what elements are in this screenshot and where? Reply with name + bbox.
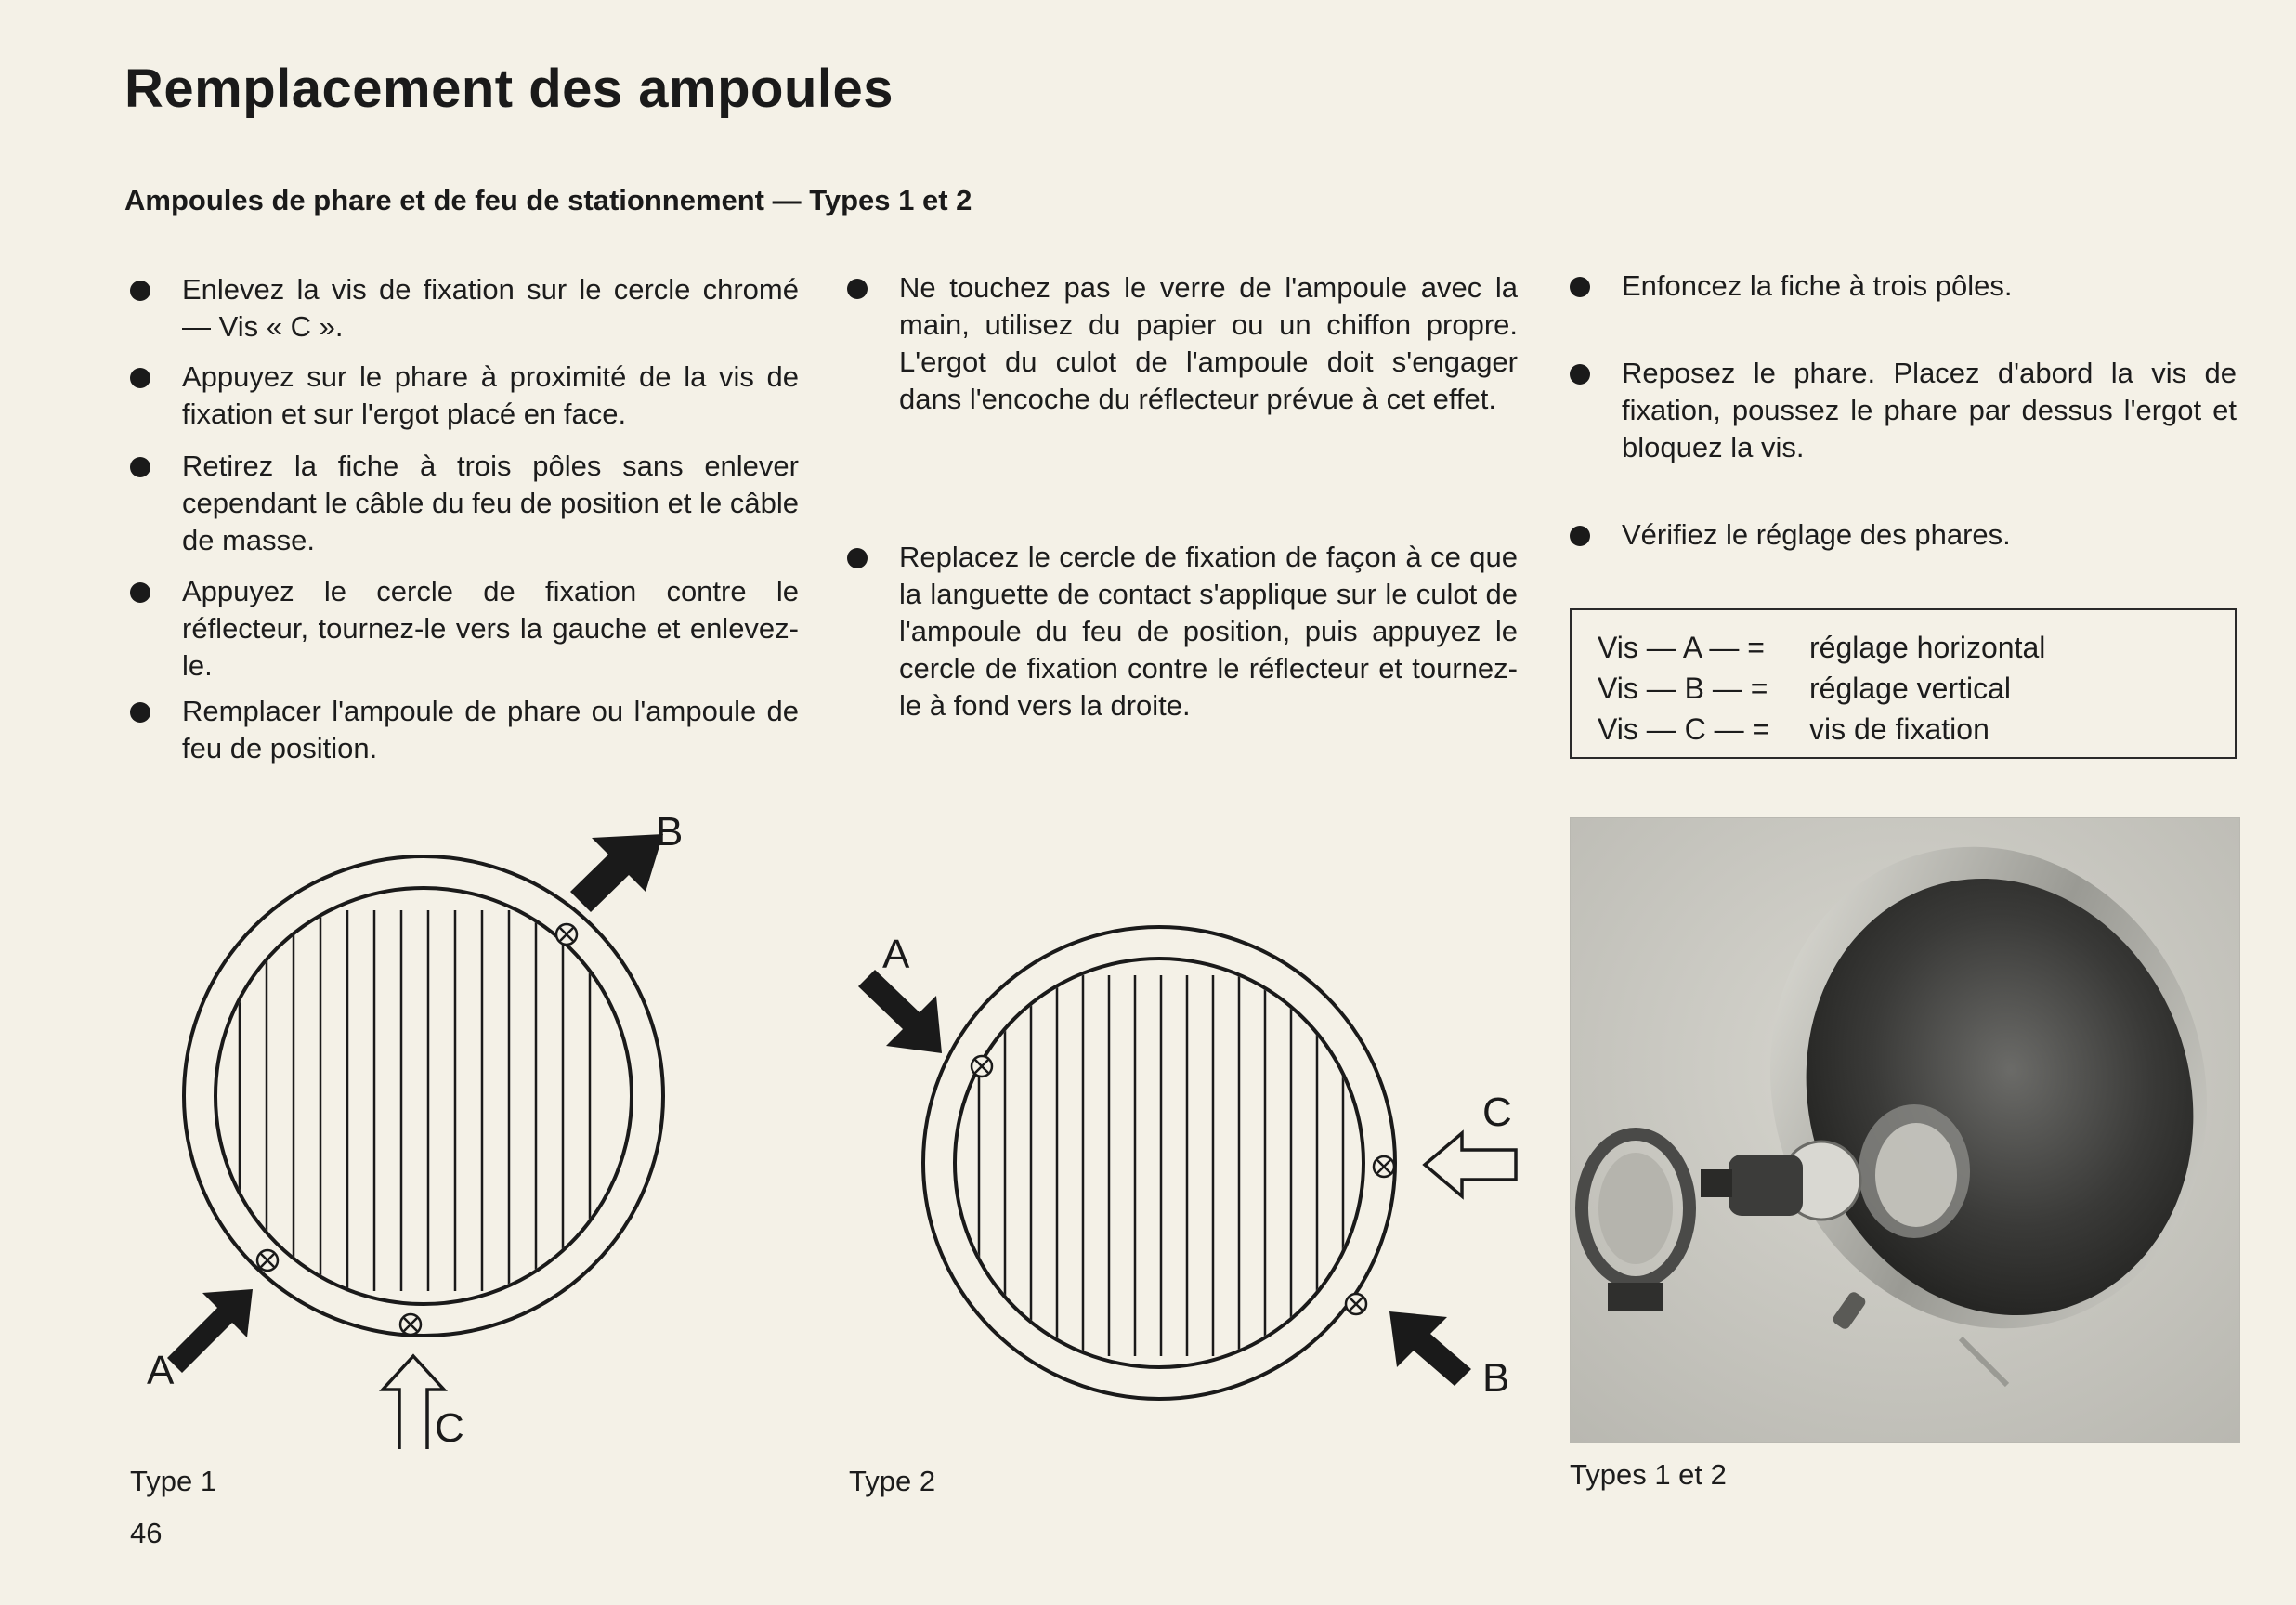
arrow-a-icon [858, 970, 942, 1053]
list-item: Retirez la fiche à trois pôles sans enlever cependant le câble du feu de position et le câble de masse. [130, 448, 799, 559]
arrow-b-icon [1389, 1311, 1471, 1386]
label-b: B [656, 809, 684, 855]
headlight-type1-diagram [130, 799, 743, 1449]
arrow-a-icon [167, 1289, 253, 1373]
list-item: Enfoncez la fiche à trois pôles. [1570, 268, 2237, 305]
section-subtitle: Ampoules de phare et de feu de stationnement — Types 1 et 2 [124, 184, 972, 216]
inner-ring [215, 888, 632, 1304]
screw-icon [556, 924, 577, 945]
outer-ring [184, 856, 663, 1336]
headlight-type2-diagram [845, 920, 1533, 1440]
instructions-column-2 [847, 269, 1518, 789]
headlamp-photo [1570, 817, 2240, 1443]
screw-icon [972, 1056, 992, 1077]
bullet-icon [847, 548, 868, 568]
screw-icon [1346, 1294, 1366, 1314]
list-item: Appuyez le cercle de fixation contre le réflecteur, tournez-le vers la gauche et enlevez-le. [130, 573, 799, 685]
instructions-column-3 [1570, 268, 2237, 565]
lens-lines [979, 975, 1343, 1356]
inner-ring [955, 959, 1363, 1367]
legend-row: Vis — C — = vis de fixation [1598, 712, 1989, 746]
bullet-icon [130, 457, 150, 477]
label-c: C [435, 1405, 464, 1449]
outer-ring [923, 927, 1395, 1399]
list-item: Ne touchez pas le verre de l'ampoule avec la main, utilisez du papier ou un chiffon propre. L'ergot du culot de l'ampoule doit s'engager dans l'encoche du réflecteur prévue à cet effet. [847, 269, 1518, 418]
label-c: C [1482, 1090, 1512, 1135]
page-title: Remplacement des ampoules [124, 59, 894, 119]
bullet-icon [1570, 277, 1590, 297]
screw-icon [1374, 1156, 1394, 1177]
bullet-icon [130, 281, 150, 301]
bullet-icon [847, 279, 868, 299]
list-item: Appuyez sur le phare à proximité de la vis de fixation et sur l'ergot placé en face. [130, 359, 799, 433]
bullet-icon [130, 368, 150, 388]
list-item: Remplacer l'ampoule de phare ou l'ampoule de feu de position. [130, 693, 799, 767]
list-item: Enlevez la vis de fixation sur le cercle chromé — Vis « C ». [130, 271, 799, 346]
arrow-b-icon [570, 834, 663, 912]
bullet-icon [130, 582, 150, 603]
screw-legend-box [1570, 608, 2237, 759]
legend-row: Vis — A — = réglage horizontal [1598, 631, 2046, 664]
arrow-c-icon [1425, 1133, 1516, 1196]
label-a: A [147, 1348, 175, 1393]
instructions-column-1 [130, 271, 799, 791]
label-b: B [1482, 1355, 1510, 1401]
bullet-icon [1570, 364, 1590, 385]
bullet-icon [1570, 526, 1590, 546]
bullet-icon [130, 702, 150, 723]
list-item: Reposez le phare. Placez d'abord la vis de fixation, poussez le phare par dessus l'ergot et bloquez la vis. [1570, 355, 2237, 466]
figure-caption-photo: Types 1 et 2 [1570, 1458, 1727, 1491]
figure-caption-type2: Type 2 [849, 1465, 936, 1497]
headlamp-photo-illustration [1571, 818, 2239, 1442]
page-number: 46 [130, 1517, 163, 1549]
label-a: A [882, 932, 910, 977]
list-item: Vérifiez le réglage des phares. [1570, 516, 2237, 554]
legend-row: Vis — B — = réglage vertical [1598, 672, 2011, 705]
screw-icon [257, 1250, 278, 1271]
list-item: Replacez le cercle de fixation de façon à ce que la languette de contact s'applique sur le culot de l'ampoule du feu de position, puis appuyez le cercle de fixation contre le réflecteur et tournez-le à fond vers la droite. [847, 539, 1518, 724]
screw-icon [400, 1314, 421, 1335]
lens-lines [240, 910, 590, 1291]
figure-caption-type1: Type 1 [130, 1465, 217, 1497]
